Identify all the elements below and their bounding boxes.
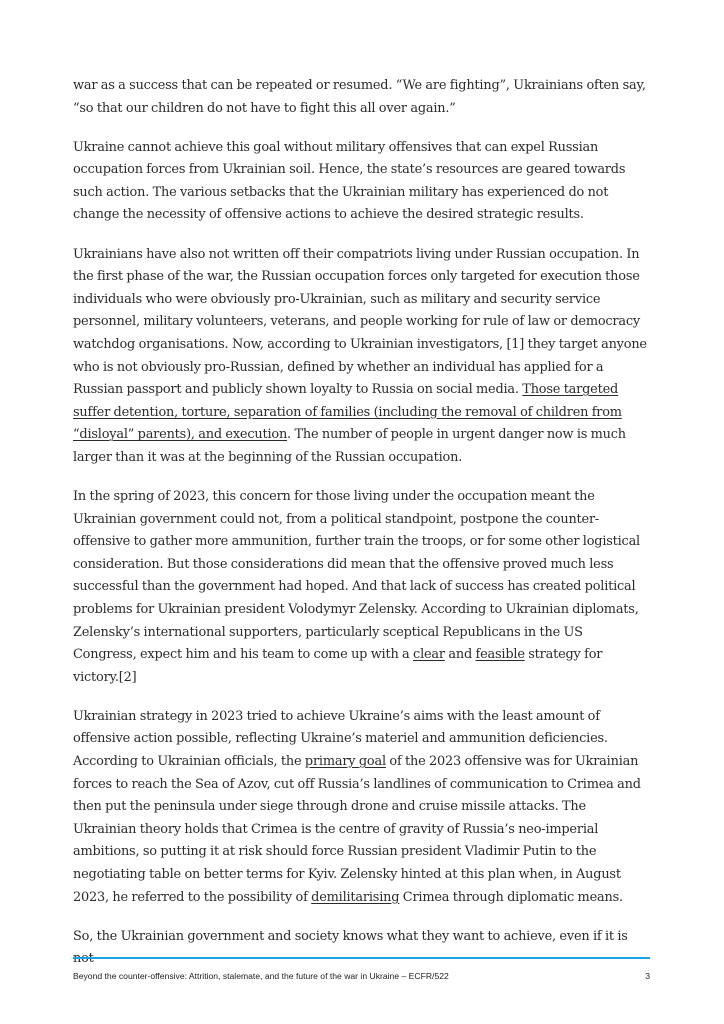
paragraph-text: In the spring of 2023, this concern for those living under the occupation meant the Ukrainian government could not, from a political standpoint, postpone the counter-offensive to gather more ammunition, further train the troops, or for some other logistical consideration. But those considerations did mean that the offensive proved much less successful than the government had hoped. And that lack of success has created political problems for Ukrainian president Volodymyr Zelensky. According to Ukrainian diplomats, Zelensky’s international supporters, particularly sceptical Republicans in the US Congress, expect him and his team to come up with a bbox=[73, 489, 640, 663]
paragraph-text: war as a success that can be repeated or resumed. “We are fighting”, Ukrainians often say, “so that our children do not have to fight this all over again.” bbox=[73, 78, 646, 116]
paragraph-text: strategy for victory.[2] bbox=[73, 647, 603, 685]
article-body bbox=[73, 75, 647, 987]
paragraph-1 bbox=[73, 75, 647, 120]
link-primary-goal[interactable]: primary goal bbox=[304, 754, 386, 770]
paragraph-text: . The number of people in urgent danger now is much larger than it was at the beginning of the Russian occupation. bbox=[73, 427, 626, 465]
link-clear[interactable]: clear bbox=[413, 647, 445, 663]
paragraph-5 bbox=[73, 706, 647, 909]
paragraph-4 bbox=[73, 486, 647, 689]
footer-title: Beyond the counter-offensive: Attrition, stalemate, and the future of the war in Ukraine – ECFR/522 bbox=[73, 971, 449, 981]
paragraph-text: of the 2023 offensive was for Ukrainian forces to reach the Sea of Azov, cut off Russia’s landlines of communication to Crimea and then put the peninsula under siege through drone and cruise missile attacks. The Ukrainian theory holds that Crimea is the centre of gravity of Russia’s neo-imperial ambitions, so putting it at risk should force Russian president Vladimir Putin to the negotiating table on better terms for Kyiv. Zelensky hinted at this plan when, in August 2023, he referred to the possibility of bbox=[73, 754, 641, 905]
page-number: 3 bbox=[645, 971, 650, 981]
paragraph-text: and bbox=[444, 647, 476, 663]
paragraph-3 bbox=[73, 244, 647, 470]
link-feasible[interactable]: feasible bbox=[475, 647, 525, 663]
paragraph-text: Ukrainians have also not written off their compatriots living under Russian occupation. In the first phase of the war, the Russian occupation forces only targeted for execution those individuals who were obviously pro-Ukrainian, such as military and security service personnel, military volunteers, veterans, and people working for rule of law or democracy watchdog organisations. Now, according to Ukrainian investigators, [1] they target anyone who is not obviously pro-Russian, defined by whether an individual has applied for a Russian passport and publicly shown loyalty to Russia on social media. bbox=[73, 246, 647, 398]
paragraph-2 bbox=[73, 137, 647, 227]
link-demilitarising[interactable]: demilitarising bbox=[311, 889, 400, 905]
paragraph-6 bbox=[73, 926, 647, 971]
paragraph-text: Crimea through diplomatic means. bbox=[399, 889, 623, 905]
link-targeted-suffer[interactable]: Those targeted suffer detention, torture, separation of families (including the removal of children from “disloyal” parents), and execution bbox=[73, 382, 622, 443]
paragraph-text: So, the Ukrainian government and society knows what they want to achieve, even if it is bbox=[73, 928, 628, 944]
paragraph-text: Ukraine cannot achieve this goal without military offensives that can expel Russian occupation forces from Ukrainian soil. Hence, the state’s resources are geared towards such action. The various setbacks that the Ukrainian military has experienced do not change the necessity of offensive actions to achieve the desired strategic results. bbox=[73, 139, 626, 223]
paragraph-text: Ukrainian strategy in 2023 tried to achieve Ukraine’s aims with the least amount of offensive action possible, reflecting Ukraine’s materiel and ammunition deficiencies. According to Ukrainian officials, the bbox=[73, 708, 608, 770]
footer-divider bbox=[73, 957, 650, 959]
